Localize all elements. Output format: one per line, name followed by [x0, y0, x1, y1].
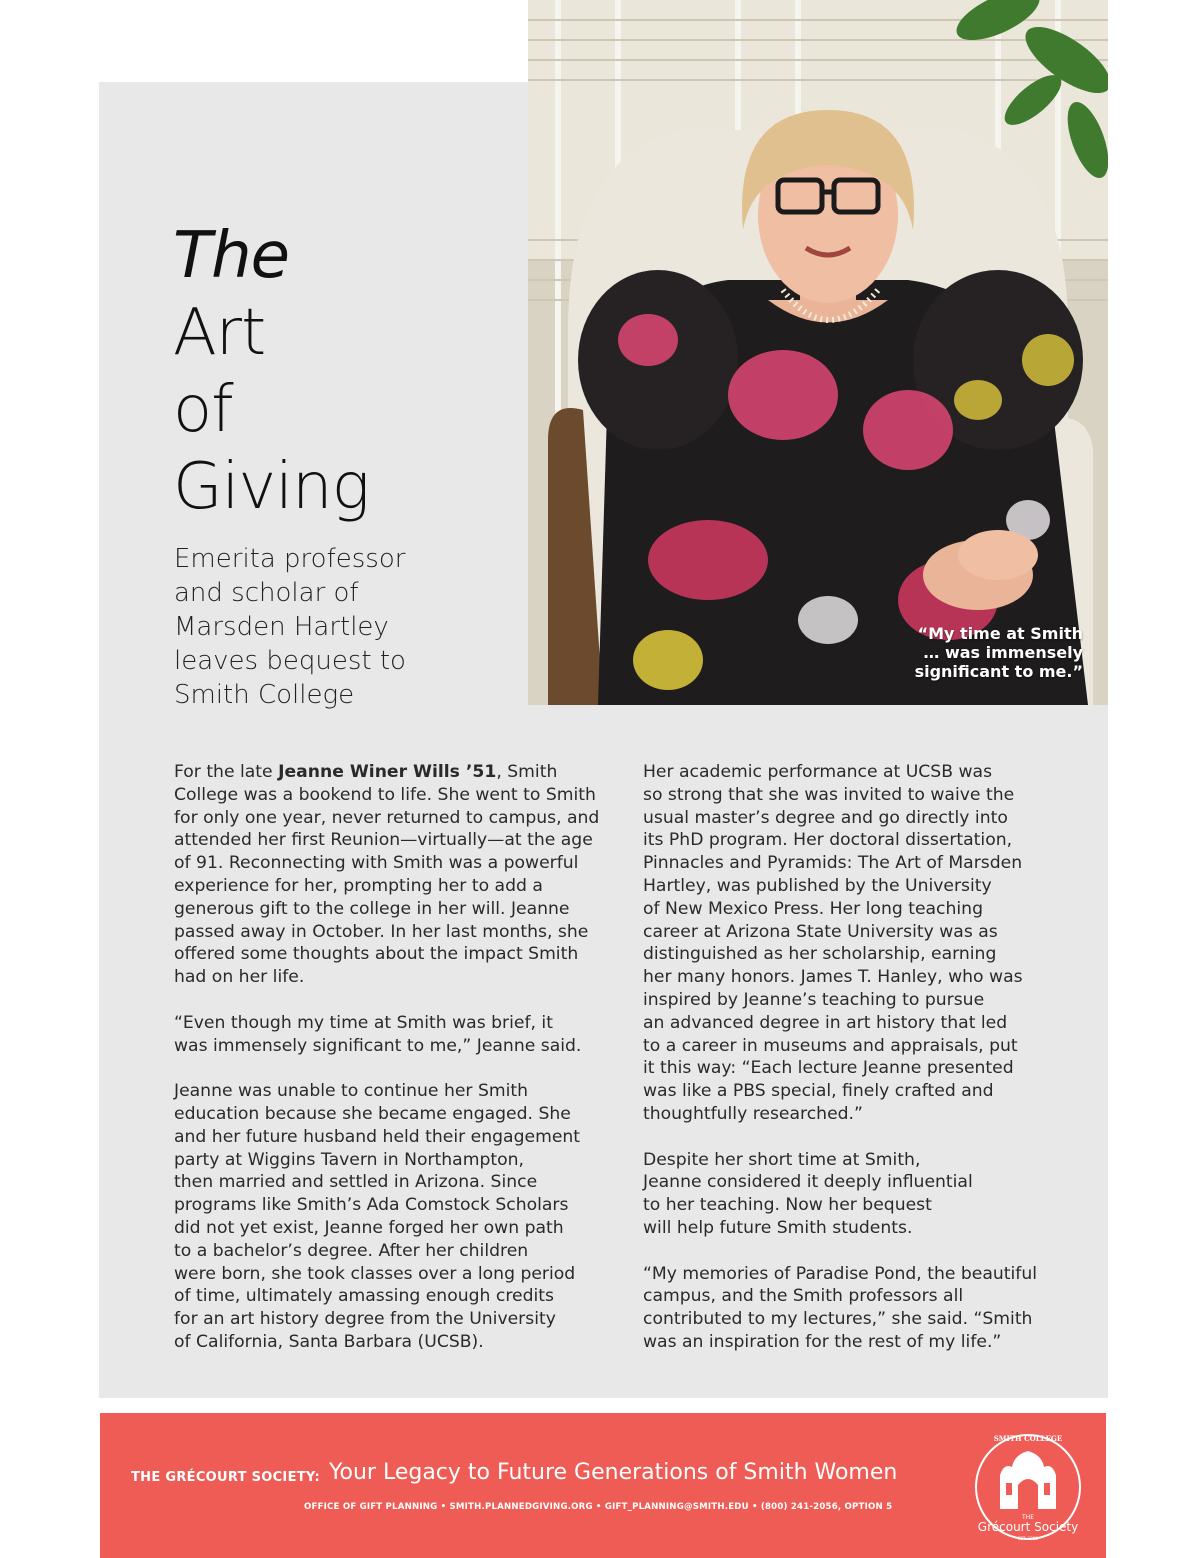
logo-college-text: SMITH COLLEGE	[993, 1434, 1063, 1443]
page-title	[173, 218, 369, 526]
paragraph-text: , Smith College was a bookend to life. She went to Smith for only one year, never returned to campus, and attended her first Reunion—virtually—at the age of 91. Reconnecting with Smith was a powerful experience for her, prompting her to add a generous gift to the college in her will. Jeanne passed away in October. In her last months, she offered some thoughts about the impact Smith had on her life.	[174, 762, 600, 988]
article-paragraph	[174, 761, 614, 989]
photo-caption: “My time at Smith … was immensely significant to me.”	[914, 624, 1083, 681]
subject-name: Jeanne Winer Wills ’51	[278, 762, 497, 782]
article-paragraph: “Even though my time at Smith was brief, it was immensely significant to me,” Jeanne said.	[174, 1012, 582, 1056]
title-line-1: The	[173, 219, 290, 293]
paragraph-intro: For the late	[174, 762, 279, 782]
article-paragraph: “My memories of Paradise Pond, the beautiful campus, and the Smith professors all contributed to my lectures,” she said. “Smith was an inspiration for the rest of my life.”	[643, 1263, 1038, 1352]
title-line-3: of	[173, 373, 233, 447]
footer-banner	[100, 1413, 1106, 1558]
grecourt-society-logo	[968, 1427, 1088, 1547]
title-line-2: Art	[173, 296, 266, 370]
logo-the-text: THE	[1022, 1514, 1034, 1521]
article-column-right	[643, 761, 1083, 1377]
page-subtitle: Emerita professor and scholar of Marsden Hartley leaves bequest to Smith College	[174, 544, 406, 710]
logo-society-text: Grécourt Society	[977, 1520, 1079, 1534]
portrait-illustration	[528, 0, 1108, 705]
portrait-photo	[528, 0, 1108, 705]
article-paragraph: Jeanne was unable to continue her Smith education because she became engaged. She and her future husband held their engagement party at Wiggins Tavern in Northampton, then married and settled in Arizona. Since programs like Smith’s Ada Comstock Scholars did not yet exist, Jeanne forged her own path to a bachelor’s degree. After her children were born, she took classes over a long period of time, ultimately amassing enough credits for an art history degree from the University of California, Santa Barbara (UCSB).	[174, 1081, 581, 1352]
title-line-4: Giving	[173, 450, 369, 524]
article-paragraph: Despite her short time at Smith, Jeanne considered it deeply influential to her teaching. Now her bequest will help future Smith students.	[643, 1149, 973, 1238]
footer-contact: OFFICE OF GIFT PLANNING • SMITH.PLANNEDGIVING.ORG • GIFT_PLANNING@SMITH.EDU • (800) 241-2056, OPTION 5	[304, 1502, 893, 1512]
footer-tagline: Your Legacy to Future Generations of Smith Women	[329, 1460, 898, 1485]
logo-est-text: EST. 1985	[1018, 1536, 1038, 1541]
article-column-left	[174, 761, 614, 1377]
footer-society-label: THE GRÉCOURT SOCIETY:	[131, 1470, 321, 1485]
article-paragraph: Her academic performance at UCSB was so strong that she was invited to waive the usual master’s degree and go directly into its PhD program. Her doctoral dissertation, Pinnacles and Pyramids: The Art of Marsden Hartley, was published by the University of New Mexico Press. Her long teaching career at Arizona State University was as distinguished as her scholarship, earning her many honors. James T. Hanley, who was inspired by Jeanne’s teaching to pursue an advanced degree in art history that led to a career in museums and appraisals, put it this way: “Each lecture Jeanne presented was like a PBS special, finely crafted and thoughtfully researched.”	[643, 762, 1023, 1124]
